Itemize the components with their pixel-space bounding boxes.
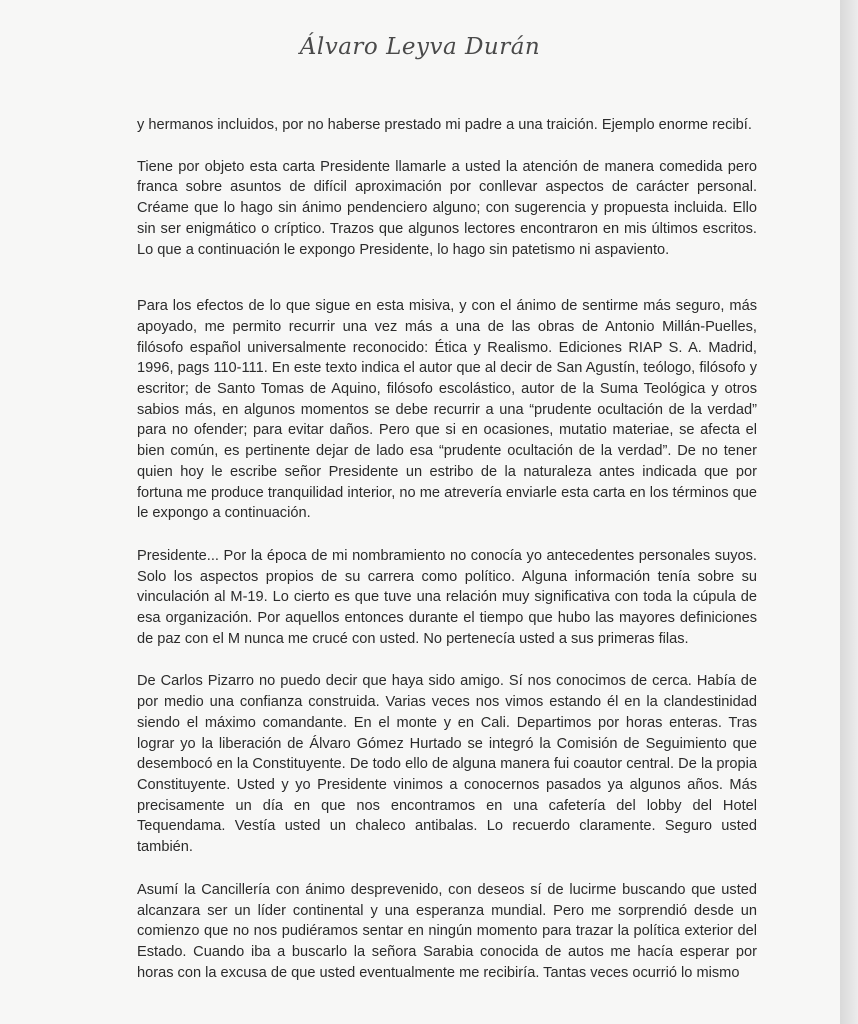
paragraph-3: Para los efectos de lo que sigue en esta misiva, y con el ánimo de sentirme más seguro, más apoyado, me permito recurrir una vez más a una de las obras de Antonio Millán-Puelles, filósofo español universalmente reconocido: Ética y Realismo. Ediciones RIAP S. A. Madrid, 1996, pags 110-111. En este texto indica el autor que al decir de San Agustín, teólogo, filósofo y escritor; de Santo Tomas de Aquino, filósofo escolástico, autor de la Suma Teológica y otros sabios más, en algunos momentos se debe recurrir a una “prudente ocultación de la verdad” para no ofender; para evitar daños. Pero que si en ocasiones, mutatio materiae, se afecta el bien común, es pertinente dejar de lado esa “prudente ocultación de la verdad”. De no tener quien hoy le escribe señor Presidente un estribo de la naturaleza antes indicada que por fortuna me produce tranquilidad interior, no me atrevería enviarle esta carta en los términos que le expongo a continuación.: [137, 298, 757, 522]
paragraph-5: De Carlos Pizarro no puedo decir que haya sido amigo. Sí nos conocimos de cerca. Había de por medio una confianza construida. Varias veces nos vimos estando él en la clandestinidad siendo el máximo comandante. En el monte y en Cali. Departimos por horas enteras. Tras lograr yo la liberación de Álvaro Gómez Hurtado se integró la Comisión de Seguimiento que desembocó en la Constituyente. De todo ello de alguna manera fui coautor central. De la propia Constituyente. Usted y yo Presidente vinimos a conocernos pasados ya algunos años. Más precisamente un día en que nos encontramos en una cafetería del lobby del Hotel Tequendama. Vestía usted un chaleco antibalas. Lo recuerdo claramente. Seguro usted también.: [137, 673, 757, 856]
page-edge-shadow: [840, 0, 858, 1024]
paragraph-6: Asumí la Cancillería con ánimo desprevenido, con deseos sí de lucirme buscando que usted alcanzara ser un líder continental y una esperanza mundial. Pero me sorprendió desde un comienzo que no nos pudiéramos sentar en ningún momento para trazar la política exterior del Estado. Cuando iba a buscarlo la señora Sarabia conocida de autos me hacía esperar por horas con la excusa de que usted eventualmente me recibiría. Tantas veces ocurrió lo mismo: [137, 881, 757, 981]
letter-body: [137, 115, 757, 983]
paragraph-4: Presidente... Por la época de mi nombramiento no conocía yo antecedentes personales suyos. Solo los aspectos propios de su carrera como político. Alguna información tenía sobre su vinculación al M-19. Lo cierto es que tuve una relación muy significativa con toda la cúpula de esa organización. Por aquellos entonces durante el tiempo que hubo las mayores definiciones de paz con el M nunca me crucé con usted. No pertenecía usted a sus primeras filas.: [137, 547, 757, 647]
paragraph-2: Tiene por objeto esta carta Presidente llamarle a usted la atención de manera comedida pero franca sobre asuntos de difícil aproximación por conllevar aspectos de carácter personal. Créame que lo hago sin ánimo pendenciero alguno; con sugerencia y propuesta incluida. Ello sin ser enigmático o críptico. Trazos que algunos lectores encontraron en mis últimos escritos. Lo que a continuación le expongo Presidente, lo hago sin patetismo ni aspaviento.: [137, 158, 757, 258]
paragraph-1: y hermanos incluidos, por no haberse prestado mi padre a una traición. Ejemplo enorme recibí.: [137, 117, 752, 133]
letterhead-signature-name: Álvaro Leyva Durán: [299, 34, 541, 60]
